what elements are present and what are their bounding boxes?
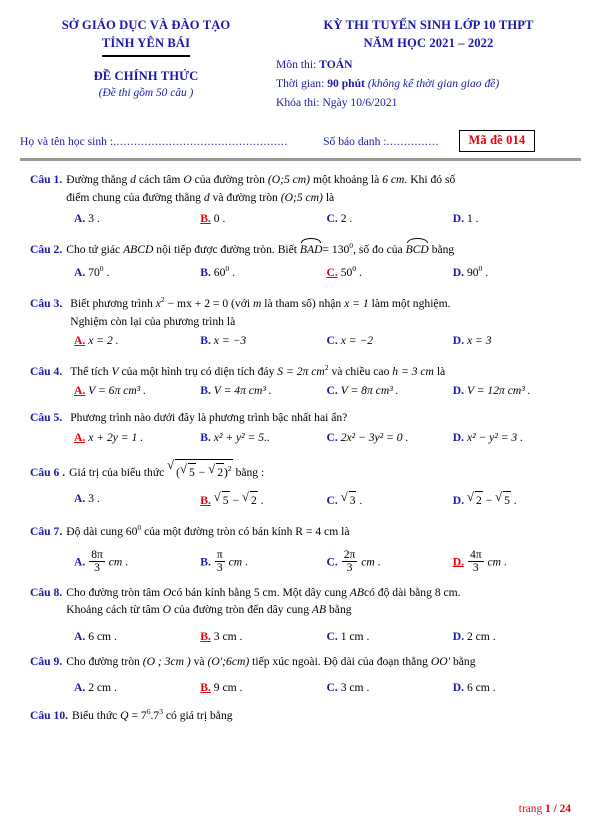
subject-value: TOÁN bbox=[319, 58, 353, 71]
q5-option-b-value: x² + y² = 5.. bbox=[213, 430, 270, 444]
q6-option-a-label: A. bbox=[74, 492, 86, 506]
question-2-number: Câu 2. bbox=[30, 242, 63, 256]
q2-option-c-label: C. bbox=[326, 266, 338, 280]
q6-inner-radical-1 bbox=[180, 462, 196, 482]
q6-opt-d-rad-1: √ 2 bbox=[467, 490, 483, 509]
q7-option-c[interactable]: C. $\frac{2\pi}{3}$ cm . bbox=[326, 547, 381, 575]
q4-area-exp: 2 bbox=[324, 363, 329, 373]
q2-deg: 0 bbox=[349, 241, 354, 250]
question-10-text bbox=[72, 703, 579, 724]
q1-l2a: điểm chung của đường thẳng bbox=[66, 190, 201, 204]
q1-circle-1: (O;5 cm) bbox=[267, 173, 311, 186]
question-4-number: Câu 4. bbox=[30, 364, 63, 378]
question-9-options bbox=[30, 679, 579, 696]
q7-option-b-label: B. bbox=[200, 555, 211, 569]
q1-distance: 6 cm bbox=[382, 173, 405, 186]
q2-angle-bad: BAD bbox=[300, 238, 323, 259]
q10-dot: .7 bbox=[150, 709, 160, 723]
q3-eqn-rest: − mx + 2 = 0 bbox=[167, 297, 229, 311]
q9-option-b-label: B. bbox=[200, 681, 211, 695]
q6-option-c[interactable]: C. √ 3 . bbox=[327, 490, 453, 509]
q7-option-d[interactable]: D. $\frac{4\pi}{3}$ cm . bbox=[452, 547, 507, 575]
q2-option-c-value: 50 bbox=[340, 266, 353, 280]
q4-option-a[interactable] bbox=[74, 382, 200, 399]
q3-t2: (với bbox=[231, 297, 251, 311]
question-8-options bbox=[30, 628, 579, 645]
q3-option-c-value: x = −2 bbox=[340, 334, 374, 348]
header-divider-rule bbox=[102, 55, 190, 57]
q9-segment-oo: OO' bbox=[430, 654, 451, 668]
q4-t3: và chiều cao bbox=[331, 364, 390, 378]
q6-option-a[interactable] bbox=[74, 490, 200, 509]
q1-option-d[interactable] bbox=[453, 210, 579, 227]
q3-option-c[interactable] bbox=[327, 332, 453, 349]
q2-option-d[interactable]: D. $90^0$ . bbox=[452, 264, 489, 280]
q8-chord-ab: AB bbox=[349, 585, 364, 599]
q3-option-d-label: D. bbox=[452, 334, 465, 348]
q3-option-b-label: B. bbox=[200, 334, 211, 348]
q6-option-d[interactable]: D. √ 2 − √ 5 . bbox=[453, 490, 579, 509]
question-9 bbox=[30, 653, 579, 697]
q3-option-d[interactable] bbox=[453, 332, 579, 349]
q9-option-a[interactable] bbox=[74, 679, 200, 696]
q1-option-d-label: D. bbox=[452, 212, 465, 225]
question-5 bbox=[30, 409, 579, 446]
q1-l2b: và đường tròn bbox=[212, 190, 278, 204]
q5-option-a-label: A. bbox=[74, 430, 86, 444]
q6-t1: Giá trị của biểu thức bbox=[69, 465, 165, 479]
question-1-text bbox=[66, 171, 579, 206]
question-1 bbox=[30, 171, 579, 227]
q4-option-c-label: C. bbox=[326, 384, 338, 398]
q2-option-b-value: 60 bbox=[213, 266, 226, 280]
q5-option-b-label: B. bbox=[200, 430, 211, 444]
q8-l2a: Khoảng cách từ tâm bbox=[66, 603, 160, 617]
q7-opt-c-fraction: $\frac{2\pi}{3}$ bbox=[343, 547, 356, 575]
q8-t4: có độ dài bằng bbox=[363, 585, 432, 599]
q8-center-o: O bbox=[163, 585, 172, 599]
q4-option-b-label: B. bbox=[200, 384, 211, 398]
question-2-text bbox=[66, 237, 579, 258]
q6-inner-1-value: 5 bbox=[188, 463, 196, 482]
question-3 bbox=[30, 291, 579, 349]
q2-t3: , số đo của bbox=[353, 242, 403, 256]
subject-row bbox=[276, 55, 581, 74]
q9-option-a-value: 2 cm . bbox=[88, 681, 117, 695]
header-right-column bbox=[272, 14, 581, 112]
question-4 bbox=[30, 359, 579, 399]
q6-option-d-label: D. bbox=[452, 494, 465, 508]
q3-option-a[interactable] bbox=[74, 332, 200, 349]
q8-option-d-label: D. bbox=[452, 629, 465, 643]
question-4-text bbox=[70, 359, 579, 380]
q3-line2: Nghiệm còn lại của phương trình là bbox=[70, 314, 236, 328]
q9-t2: và bbox=[193, 654, 205, 668]
q8-option-c[interactable] bbox=[327, 628, 453, 645]
q3-option-a-value: x = 2 . bbox=[88, 334, 119, 348]
q10-var-q: Q bbox=[120, 709, 129, 723]
q5-option-c-label: C. bbox=[326, 430, 338, 444]
q5-option-a-value: x + 2y = 1 . bbox=[88, 430, 144, 444]
q3-option-b-value: x = −3 bbox=[213, 334, 247, 348]
q7-option-a-label: A. bbox=[74, 555, 86, 569]
q10-exp-1: 6 bbox=[146, 707, 151, 717]
session-label: Khóa thi: bbox=[276, 96, 320, 109]
question-10 bbox=[30, 703, 579, 724]
q4-option-d-label: D. bbox=[452, 384, 465, 398]
q7-opt-b-fraction: $\frac{\pi}{3}$ bbox=[216, 547, 223, 575]
page-label: trang bbox=[518, 803, 543, 815]
q2-angle-bcd: BCD bbox=[406, 238, 429, 259]
q4-option-a-label: A. bbox=[74, 384, 86, 398]
q1-option-c-label: C. bbox=[326, 212, 338, 225]
q7-t1: Độ dài cung bbox=[66, 525, 123, 539]
q3-t3: là tham số) nhận bbox=[264, 297, 342, 311]
question-5-number: Câu 5. bbox=[30, 411, 63, 425]
question-9-number: Câu 9. bbox=[30, 654, 63, 668]
q7-option-d-label: D. bbox=[452, 555, 465, 569]
q8-t3: . Một dây cung bbox=[276, 585, 347, 599]
q1-option-a[interactable] bbox=[74, 210, 200, 227]
q5-option-c-value: 2x² − 3y² = 0 . bbox=[340, 430, 409, 444]
official-exam-label: ĐỀ CHÍNH THỨC bbox=[93, 68, 199, 83]
q4-t2: của một hình trụ có diện tích đáy bbox=[121, 364, 275, 378]
q5-option-d[interactable] bbox=[453, 429, 579, 446]
q1-option-b-label: B. bbox=[200, 212, 211, 225]
q1-var-O: O bbox=[183, 173, 192, 186]
time-note: (không kể thời gian giao đề) bbox=[367, 77, 500, 90]
q6-option-b[interactable]: B. √ 5 − √ 2 . bbox=[200, 490, 326, 509]
q3-option-a-label: A. bbox=[74, 334, 86, 348]
q3-t1: Biết phương trình bbox=[70, 297, 153, 311]
q8-t2: có bán kính bằng bbox=[171, 585, 251, 599]
question-5-options bbox=[30, 429, 579, 446]
q6-outer-radical: √ ( √ 5 − √ 2)$^2$ bbox=[167, 458, 232, 481]
q2-option-a-label: A. bbox=[74, 266, 86, 280]
q9-option-b-value: 9 cm . bbox=[213, 681, 243, 695]
q2-t4: bằng bbox=[431, 242, 455, 256]
q7-t2: của một đường tròn có bán kính R = 4 cm là bbox=[144, 525, 350, 539]
q8-chord-length: 8 cm bbox=[434, 585, 458, 599]
question-8-number: Câu 8. bbox=[30, 585, 63, 599]
q6-option-b-label: B. bbox=[200, 494, 211, 508]
q6-inner-2-value: 2 bbox=[216, 463, 224, 482]
question-3-options bbox=[30, 332, 579, 349]
q5-option-b[interactable] bbox=[200, 429, 326, 446]
q9-t3: tiếp xúc ngoài. Độ dài của đoạn thẳng bbox=[252, 654, 428, 668]
question-7 bbox=[30, 519, 579, 575]
question-8 bbox=[30, 584, 579, 645]
document-header bbox=[20, 14, 581, 112]
session-value: Ngày 10/6/2021 bbox=[322, 96, 398, 109]
q1-option-b[interactable] bbox=[200, 210, 326, 227]
q4-t4: là bbox=[436, 364, 446, 378]
q1-option-d-value: 1 . bbox=[466, 212, 479, 225]
registration-number-field[interactable]: ............... bbox=[386, 134, 439, 148]
q2-option-c[interactable]: C. $50^0$ . bbox=[326, 264, 362, 280]
student-name-label: Họ và tên học sinh : bbox=[20, 134, 114, 148]
q1-t2: cách tâm bbox=[138, 173, 181, 186]
q8-chord-ab2: AB bbox=[311, 603, 327, 617]
q2-t1: Cho tứ giác bbox=[66, 242, 121, 256]
q9-option-d-value: 6 cm . bbox=[466, 681, 496, 695]
q9-option-d-label: D. bbox=[452, 681, 465, 695]
q6-opt-b-rad-2: √ 2 bbox=[242, 490, 258, 509]
time-label: Thời gian: bbox=[276, 77, 325, 90]
q7-option-b[interactable]: B. $\frac{\pi}{3}$ cm . bbox=[200, 547, 248, 575]
question-1-options bbox=[30, 210, 579, 227]
q8-option-a-value: 6 cm . bbox=[88, 629, 117, 643]
question-7-text bbox=[66, 519, 579, 540]
q8-option-a[interactable] bbox=[74, 628, 200, 645]
q4-var-v: V bbox=[111, 364, 119, 378]
q4-option-d-value: V = 12π cm³ . bbox=[466, 384, 531, 398]
question-3-text bbox=[70, 291, 579, 330]
q6-opt-b-rad-1: √ 5 bbox=[214, 490, 230, 509]
q2-option-b-label: B. bbox=[200, 266, 211, 280]
department-name: SỞ GIÁO DỤC VÀ ĐÀO TẠO bbox=[61, 18, 231, 32]
q9-option-c[interactable] bbox=[327, 679, 453, 696]
q6-opt-d-rad-2: √ 5 bbox=[495, 490, 511, 509]
q1-var-d2: d bbox=[203, 190, 210, 204]
question-2 bbox=[30, 237, 579, 281]
q3-root: x = 1 bbox=[344, 297, 369, 311]
q10-t1: Biểu thức bbox=[72, 709, 118, 723]
q1-line2 bbox=[66, 189, 579, 207]
q2-option-a-value: 70 bbox=[88, 266, 100, 280]
q8-option-b-value: 3 cm . bbox=[213, 629, 243, 643]
q2-option-d-label: D. bbox=[452, 266, 465, 280]
q8-t1: Cho đường tròn tâm bbox=[66, 585, 161, 599]
q4-option-b-value: V = 4π cm³ . bbox=[213, 384, 272, 398]
session-row bbox=[276, 93, 581, 112]
q9-t4: bằng bbox=[452, 654, 476, 668]
q8-radius: 5 cm bbox=[253, 585, 277, 599]
q9-option-c-value: 3 cm . bbox=[340, 681, 370, 695]
time-value: 90 phút bbox=[327, 77, 365, 90]
q8-option-c-label: C. bbox=[326, 629, 338, 643]
question-6-number: Câu 6 . bbox=[30, 465, 66, 479]
q4-area: S = 2π cm bbox=[277, 364, 325, 378]
q4-t1: Thể tích bbox=[70, 364, 109, 378]
q9-circle-1: (O ; 3cm ) bbox=[142, 654, 191, 668]
question-3-number: Câu 3. bbox=[30, 297, 63, 311]
q9-option-c-label: C. bbox=[326, 681, 338, 695]
question-10-number: Câu 10. bbox=[30, 709, 69, 723]
question-7-options bbox=[30, 547, 579, 576]
q8-option-d-value: 2 cm . bbox=[466, 629, 496, 643]
q4-option-d[interactable] bbox=[453, 382, 579, 399]
q4-height: h = 3 cm bbox=[392, 364, 434, 378]
q5-option-c[interactable] bbox=[327, 429, 453, 446]
q7-option-c-label: C. bbox=[326, 555, 338, 569]
q4-option-c[interactable] bbox=[327, 382, 453, 399]
q8-option-b-label: B. bbox=[200, 629, 211, 643]
q8-option-d[interactable] bbox=[453, 628, 579, 645]
header-bottom-rule bbox=[20, 158, 581, 161]
q1-option-a-value: 3 . bbox=[88, 212, 100, 225]
q6-option-a-value: 3 . bbox=[88, 492, 100, 506]
time-row bbox=[276, 74, 581, 93]
q9-circle-2: (O';6cm) bbox=[207, 654, 250, 668]
q8-option-c-value: 1 cm . bbox=[340, 629, 370, 643]
question-4-options bbox=[30, 382, 579, 399]
q2-option-b[interactable]: B. $60^0$ . bbox=[200, 264, 235, 280]
q1-circle-2: (O;5 cm) bbox=[280, 190, 323, 204]
q8-l2b: của đường tròn đến dây cung bbox=[173, 603, 310, 617]
q1-var-d: d bbox=[130, 173, 136, 186]
q2-eq: = 130 bbox=[322, 242, 350, 256]
q9-t1: Cho đường tròn bbox=[66, 654, 140, 668]
q1-option-c-value: 2 . bbox=[340, 212, 353, 225]
q6-inner-radical-2 bbox=[208, 462, 224, 482]
q1-option-c[interactable] bbox=[327, 210, 453, 227]
q8-option-a-label: A. bbox=[74, 629, 86, 643]
q1-t3: của đường tròn bbox=[194, 173, 265, 186]
q3-x: x bbox=[155, 297, 161, 311]
q4-option-c-value: V = 8π cm³ . bbox=[340, 384, 399, 398]
q1-t5: . Khi đó số bbox=[404, 173, 456, 186]
candidate-info-row bbox=[20, 130, 581, 152]
q3-option-d-value: x = 3 bbox=[466, 334, 492, 348]
q1-t1: Đường thẳng bbox=[66, 173, 128, 186]
q5-option-a[interactable] bbox=[74, 429, 200, 446]
q5-option-d-value: x² − y² = 3 . bbox=[466, 430, 524, 444]
registration-number-label: Số báo danh : bbox=[323, 134, 387, 148]
q1-t4: một khoảng là bbox=[312, 173, 380, 186]
q9-option-a-label: A. bbox=[74, 681, 86, 695]
q7-opt-d-fraction: $\frac{4\pi}{3}$ bbox=[469, 547, 482, 575]
q8-l2c: bằng bbox=[329, 603, 352, 617]
q10-exp-2: 3 bbox=[159, 707, 163, 717]
province-name: TỈNH YÊN BÁI bbox=[101, 36, 191, 50]
q1-l2c: là bbox=[325, 190, 335, 204]
q1-option-a-label: A. bbox=[74, 212, 86, 225]
page-footer bbox=[519, 803, 571, 815]
q2-t2: nội tiếp được đường tròn. Biết bbox=[156, 242, 298, 256]
q7-opt-a-fraction: $\frac{8\pi}{3}$ bbox=[91, 547, 103, 575]
question-count-note: (Đề thi gồm 50 câu ) bbox=[98, 86, 194, 99]
question-8-text bbox=[66, 584, 579, 619]
question-6-text bbox=[69, 458, 579, 481]
q3-t4: làm một nghiệm. bbox=[371, 297, 451, 311]
question-6-options bbox=[30, 490, 579, 509]
page-number: 1 / 24 bbox=[545, 803, 571, 815]
q10-t2: có giá trị bằng bbox=[165, 709, 233, 723]
q3-exp: 2 bbox=[160, 295, 165, 305]
q7-deg: 0 bbox=[137, 523, 142, 533]
q4-option-a-value: V = 6π cm³ . bbox=[88, 384, 146, 398]
q6-option-c-label: C. bbox=[326, 494, 338, 508]
q1-option-b-value: 0 . bbox=[213, 212, 226, 225]
school-year: NĂM HỌC 2021 – 2022 bbox=[363, 36, 494, 50]
q3-option-c-label: C. bbox=[326, 334, 338, 348]
q8-center-o2: O bbox=[162, 603, 172, 617]
q3-var-m: m bbox=[252, 297, 262, 311]
header-left-column bbox=[20, 14, 272, 102]
q2-option-a[interactable]: A. $70^0$ . bbox=[74, 264, 110, 280]
question-2-options bbox=[30, 260, 579, 281]
q7-angle: 60 bbox=[125, 525, 138, 539]
q3-option-b[interactable] bbox=[200, 332, 326, 349]
q9-option-d[interactable] bbox=[453, 679, 579, 696]
exam-code-badge: Mã đề 014 bbox=[459, 130, 536, 152]
q4-option-b[interactable] bbox=[200, 382, 326, 399]
question-list bbox=[20, 171, 581, 725]
student-name-field[interactable]: .................................................. bbox=[113, 134, 288, 148]
q6-opt-c-rad: √ 3 bbox=[341, 490, 357, 509]
question-7-number: Câu 7. bbox=[30, 525, 63, 539]
question-9-text bbox=[66, 653, 579, 671]
q2-option-d-value: 90 bbox=[466, 266, 479, 280]
q2-quad: ABCD bbox=[123, 242, 154, 256]
q9-option-b[interactable] bbox=[200, 679, 326, 696]
q8-t5: . bbox=[457, 585, 461, 599]
q7-option-a[interactable]: A. $\frac{8\pi}{3}$ cm . bbox=[74, 547, 129, 575]
q5-option-d-label: D. bbox=[452, 430, 465, 444]
question-1-number: Câu 1. bbox=[30, 173, 63, 186]
exam-title: KỲ THI TUYỂN SINH LỚP 10 THPT bbox=[323, 18, 534, 32]
q10-eq: = 7 bbox=[131, 709, 147, 723]
q8-option-b[interactable] bbox=[200, 628, 326, 645]
question-6 bbox=[30, 458, 579, 509]
subject-label: Môn thi: bbox=[276, 58, 317, 71]
q6-t2: bằng : bbox=[235, 465, 265, 479]
q8-line2 bbox=[66, 601, 579, 619]
question-5-text: Phương trình nào dưới đây là phương trình bậc nhất hai ẩn? bbox=[70, 411, 348, 425]
